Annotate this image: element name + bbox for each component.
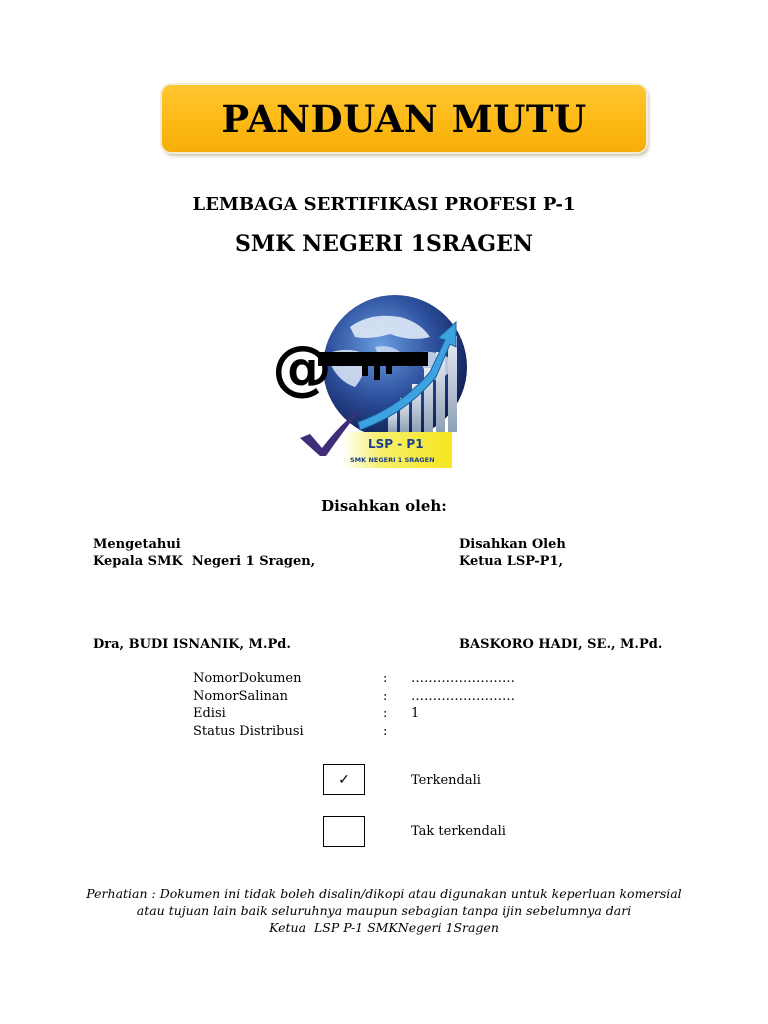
badge-subtitle: SMK NEGERI 1 SRAGEN xyxy=(350,456,435,464)
approver-right-title: Ketua LSP-P1, xyxy=(459,554,564,569)
info-value: 1 xyxy=(411,706,420,721)
info-label: Status Distribusi xyxy=(193,723,304,739)
document-title: PANDUAN MUTU xyxy=(221,96,587,141)
uncontrolled-checkbox[interactable] xyxy=(323,816,365,847)
approver-right-role: Disahkan Oleh xyxy=(459,537,566,552)
approver-left-role: Mengetahui xyxy=(93,537,181,552)
check-mark-icon: ✓ xyxy=(338,771,350,788)
info-label: NomorDokumen xyxy=(193,671,302,686)
notice-line: Ketua LSP P-1 SMKNegeri 1Sragen xyxy=(269,920,499,935)
info-colon: : xyxy=(383,671,388,686)
notice-line: Perhatian : Dokumen ini tidak boleh disalin/dikopi atau digunakan untuk keperluan komersial xyxy=(86,886,682,901)
approver-left-block xyxy=(93,536,315,570)
copyright-notice xyxy=(0,885,768,936)
approver-left-title: Kepala SMK Negeri 1 Sragen, xyxy=(93,554,316,569)
uncontrolled-label: Tak terkendali xyxy=(411,824,506,839)
approval-heading: Disahkan oleh: xyxy=(321,497,447,515)
document-info-row xyxy=(193,723,553,741)
organization-name: LEMBAGA SERTIFIKASI PROFESI P-1 xyxy=(192,194,576,215)
at-symbol-icon: @ xyxy=(272,333,332,403)
info-value: …………………… xyxy=(411,671,515,686)
info-colon: : xyxy=(383,688,388,704)
controlled-checkbox[interactable] xyxy=(323,764,365,795)
notice-line: atau tujuan lain baik seluruhnya maupun sebagian tanpa ijin sebelumnya dari xyxy=(136,903,632,918)
document-info-row xyxy=(193,688,553,706)
badge-title: LSP - P1 xyxy=(368,437,424,451)
info-label: NomorSalinan xyxy=(193,688,289,704)
info-value: …………………… xyxy=(411,688,515,704)
approver-right-block xyxy=(459,536,566,570)
info-colon: : xyxy=(383,706,388,721)
approver-right-name: BASKORO HADI, SE., M.Pd. xyxy=(459,637,663,652)
lsp-logo xyxy=(270,292,470,472)
controlled-label: Terkendali xyxy=(411,773,481,788)
document-info-row xyxy=(193,670,553,688)
info-label: Edisi xyxy=(193,706,226,721)
info-colon: : xyxy=(383,723,388,739)
approver-left-name: Dra, BUDI ISNANIK, M.Pd. xyxy=(93,637,291,652)
school-name: SMK NEGERI 1SRAGEN xyxy=(235,231,533,257)
title-banner xyxy=(162,85,646,152)
document-info-table xyxy=(193,670,553,740)
document-info-row xyxy=(193,705,553,723)
